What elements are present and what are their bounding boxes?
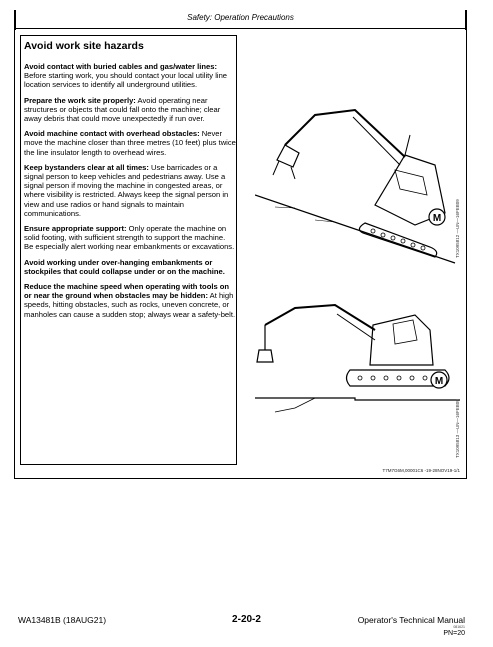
header-right-rule: [465, 10, 467, 30]
footer-manual-title: Operator's Technical Manual: [357, 615, 465, 625]
paragraph-embankments: [24, 258, 236, 276]
page-left-border: [14, 28, 15, 478]
paragraph-lead: Avoid working under over-hanging embankments or stockpiles that could collapse under or on the machine.: [24, 257, 225, 276]
document-id: T7M7G6M,00001C6 -19-28NOV19-1/1: [382, 468, 460, 473]
svg-text:M: M: [432, 213, 442, 224]
header-divider: [14, 28, 467, 29]
paragraph-text: At high speeds, hitting obstacles, such as rocks, uneven concrete, or manholes can cause a sudden stop; always wear a safety-belt.: [24, 291, 236, 319]
svg-text:M: M: [434, 376, 444, 387]
paragraph-lead: Avoid machine contact with overhead obstacles:: [24, 129, 200, 139]
paragraph-lead: Avoid contact with buried cables and gas/water lines:: [24, 62, 217, 71]
page-bottom-border: [14, 478, 467, 479]
section-heading: Avoid work site hazards: [24, 40, 144, 52]
paragraph-lead: Ensure appropriate support:: [24, 224, 127, 234]
illustration-ref-1: TX1095812 —UN—16FEB09: [455, 199, 460, 258]
paragraph-buried-cables: [24, 62, 236, 90]
paragraph-text: Use barricades or a signal person to keep vehicles and pedestrians away. Use a signal person if moving the machine in congested areas, or where visibility is restricted. Always keep the signal person in view and use radios or hand signals to maintain communications.: [24, 162, 229, 218]
illustration-ref-2: TX1095813 —UN—16FEB09: [455, 399, 460, 458]
paragraph-prepare-site: [24, 96, 236, 124]
paragraph-machine-speed: [24, 282, 236, 319]
paragraph-lead: Reduce the machine speed when operating with tools on or near the ground when obstacles may be hidden:: [24, 282, 230, 301]
paragraph-lead: Prepare the work site properly:: [24, 95, 136, 105]
paragraph-text: Only operate the machine on solid footing, with sufficient strength to support the machine. Be especially alert working near embankments or excavations.: [24, 224, 235, 252]
paragraph-text: Never move the machine closer than three metres (10 feet) plus twice the line insulator length to overhead wires.: [24, 129, 236, 157]
footer-page-number: 2-20-2: [232, 614, 261, 625]
paragraph-support: [24, 224, 236, 252]
page-header-title: Safety: Operation Precautions: [187, 13, 294, 22]
page-right-border: [466, 28, 467, 478]
footer-publication: WA13481B (18AUG21): [18, 615, 107, 625]
paragraph-overhead-obstacles: [24, 129, 236, 157]
footer-code: 081621: [453, 625, 465, 629]
paragraph-bystanders: [24, 163, 236, 218]
paragraph-text: Before starting work, you should contact your local utility line location services to identify all underground utilities.: [24, 71, 228, 90]
paragraph-text: Avoid operating near structures or objects that could fall onto the machine; clear away debris that could move unexpectedly if run over.: [24, 95, 221, 124]
section-body: [24, 62, 236, 325]
footer-pn: PN=20: [443, 630, 465, 637]
machine-near-edge-illustration: [255, 300, 460, 460]
machine-on-slope-illustration: [255, 95, 460, 265]
paragraph-lead: Keep bystanders clear at all times:: [24, 162, 149, 172]
